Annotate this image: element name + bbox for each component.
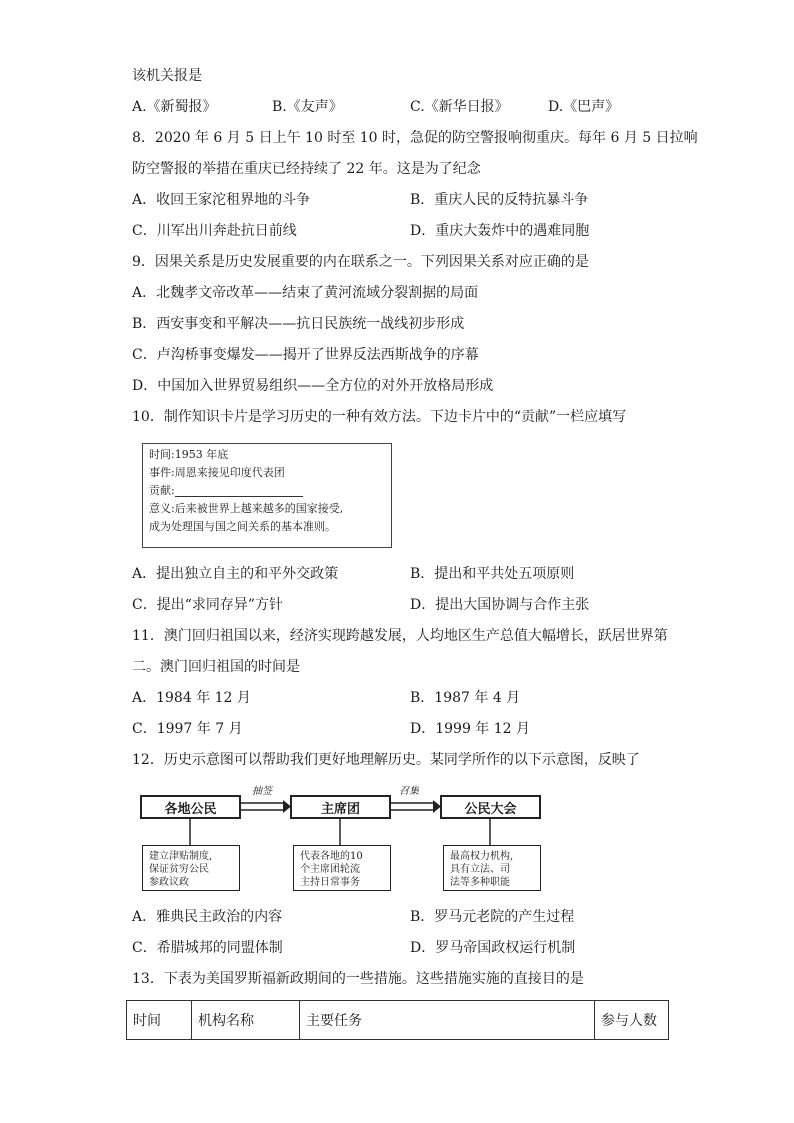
q12-option-b: B．罗马元老院的产生过程 <box>410 909 575 925</box>
q12-option-c: C．希腊城邦的同盟体制 <box>132 940 283 956</box>
q8-option-a: A．收回王家沱租界地的斗争 <box>132 192 311 208</box>
q12-stem: 12．历史示意图可以帮助我们更好地理解历史。某同学所作的以下示意图，反映了 <box>132 752 640 768</box>
note2-line3: 主持日常事务 <box>300 877 360 888</box>
q12-option-a: A．雅典民主政治的内容 <box>132 909 283 925</box>
note3-line1: 最高权力机构, <box>450 851 514 862</box>
card-meaning-line1: 意义:后来被世界上越来越多的国家接受, <box>149 502 344 515</box>
q9-option-a: A．北魏孝文帝改革——结束了黄河流域分裂割据的局面 <box>132 285 479 301</box>
note1-line2: 保证贫穷公民 <box>149 864 209 875</box>
diagram-note-assembly <box>443 845 541 891</box>
table-header-row <box>127 1001 669 1040</box>
q11-stem-line2: 二。澳门回归祖国的时间是 <box>132 659 300 675</box>
diagram-box-presidium: 主席团 <box>290 795 391 819</box>
header-time: 时间 <box>127 1001 192 1040</box>
q8-stem-line1: 8．2020 年 6 月 5 日上午 10 时至 10 时，急促的防空警报响彻重庆。每年 6 月 5 日拉响 <box>132 130 698 146</box>
q10-option-c: C．提出“求同存异”方针 <box>132 597 284 613</box>
q9-option-c: C．卢沟桥事变爆发——揭开了世界反法西斯战争的序幕 <box>132 347 479 363</box>
arrow-convene-lines <box>391 803 434 810</box>
q9-stem: 9．因果关系是历史发展重要的内在联系之一。下列因果关系对应正确的是 <box>132 254 589 270</box>
q11-option-b: B．1987 年 4 月 <box>410 690 521 706</box>
q11-option-d: D．1999 年 12 月 <box>410 721 531 737</box>
new-deal-table <box>126 1000 669 1040</box>
q10-option-d: D．提出大国协调与合作主张 <box>410 597 590 613</box>
note3-line2: 具有立法、司 <box>450 864 510 875</box>
q7-stem-tail: 该机关报是 <box>132 68 202 84</box>
note1-line1: 建立津贴制度, <box>149 851 213 862</box>
q11-option-c: C．1997 年 7 月 <box>132 721 243 737</box>
header-participants: 参与人数 <box>595 1001 669 1040</box>
note2-line2: 个主席团轮流 <box>300 864 360 875</box>
q8-option-b: B．重庆人民的反特抗暴斗争 <box>410 192 589 208</box>
card-contribution: 贡献: <box>149 484 175 497</box>
card-event: 事件:周恩来接见印度代表团 <box>149 466 285 479</box>
arrow-label-lottery: 抽签 <box>252 786 272 797</box>
q10-option-b: B．提出和平共处五项原则 <box>410 566 575 582</box>
note1-line3: 参政议政 <box>149 877 189 888</box>
q8-stem-line2: 防空警报的举措在重庆已经持续了 22 年。这是为了纪念 <box>132 161 481 177</box>
q8-option-d: D．重庆大轰炸中的遇难同胞 <box>410 223 590 239</box>
q7-option-c: C.《新华日报》 <box>410 99 509 115</box>
q12-option-d: D．罗马帝国政权运行机制 <box>410 940 576 956</box>
header-agency: 机构名称 <box>192 1001 300 1040</box>
q7-option-d: D.《巴声》 <box>548 99 620 115</box>
arrow-lottery-lines <box>241 803 284 810</box>
card-meaning-line2: 成为处理国与国之间关系的基本准则。 <box>149 520 336 533</box>
q9-option-b: B．西安事变和平解决——抗日民族统一战线初步形成 <box>132 316 465 332</box>
q7-option-b: B.《友声》 <box>272 99 343 115</box>
diagram-note-presidium <box>293 845 391 891</box>
arrow-convene-head <box>433 800 441 813</box>
arrow-lottery-head <box>283 800 291 813</box>
note3-line3: 法等多种职能 <box>450 877 510 888</box>
q13-stem: 13．下表为美国罗斯福新政期间的一些措施。这些措施实施的直接目的是 <box>132 971 584 987</box>
q10-option-a: A．提出独立自主的和平外交政策 <box>132 566 339 582</box>
q11-stem-line1: 11．澳门回归祖国以来，经济实现跨越发展，人均地区生产总值大幅增长，跃居世界第 <box>132 628 668 644</box>
card-time: 时间:1953 年底 <box>149 448 229 461</box>
diagram-box-assembly: 公民大会 <box>440 795 541 819</box>
q10-stem: 10．制作知识卡片是学习历史的一种有效方法。下边卡片中的“贡献”一栏应填写 <box>132 409 627 425</box>
header-task: 主要任务 <box>300 1001 595 1040</box>
diagram-box-citizens: 各地公民 <box>140 795 241 819</box>
q9-option-d: D．中国加入世界贸易组织——全方位的对外开放格局形成 <box>132 378 494 394</box>
q7-option-a: A.《新蜀报》 <box>132 99 217 115</box>
q11-option-a: A．1984 年 12 月 <box>132 690 251 706</box>
note2-line1: 代表各地的10 <box>300 851 363 862</box>
q8-option-c: C．川军出川奔赴抗日前线 <box>132 223 297 239</box>
diagram-note-citizens <box>142 845 240 891</box>
arrow-label-convene: 召集 <box>399 786 419 797</box>
